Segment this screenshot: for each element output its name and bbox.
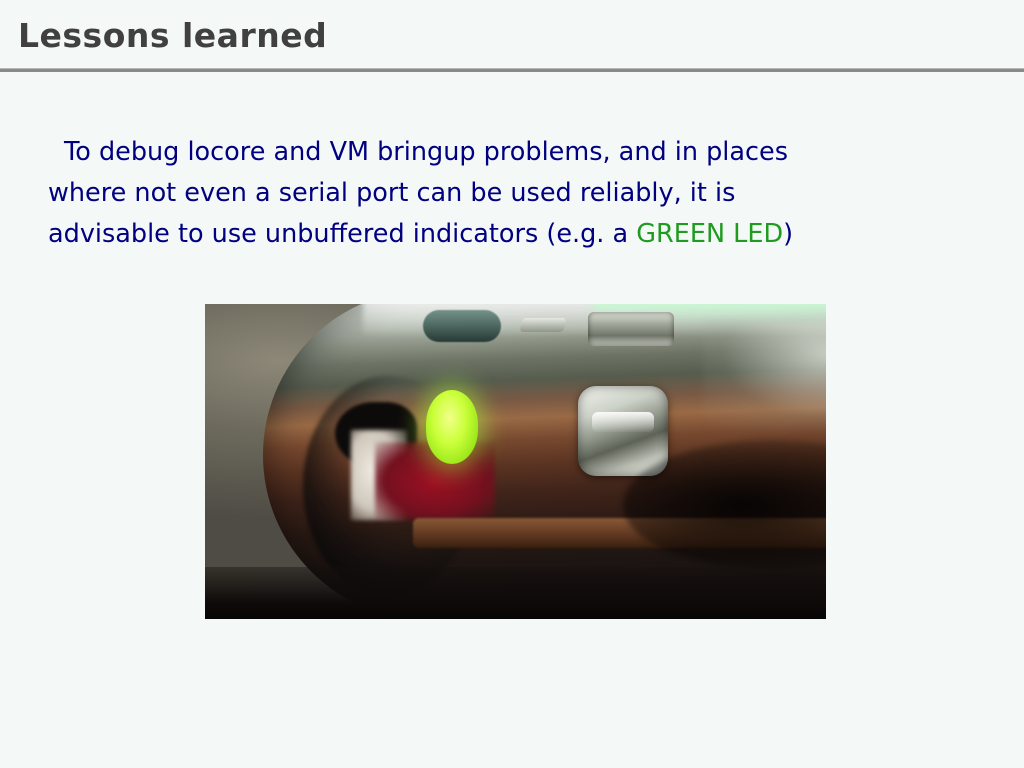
- green-led-indicator: [426, 390, 478, 464]
- body-closing-paren: ): [783, 219, 794, 249]
- page-title: Lessons learned: [18, 16, 328, 55]
- photo-bottom-shadow: [205, 567, 826, 619]
- right-highlight: [703, 320, 826, 430]
- lens-reflection: [423, 310, 501, 342]
- body-line-2: where not even a serial port can be used reliably, it is: [48, 178, 736, 208]
- connector-port: [588, 312, 674, 346]
- title-divider: [0, 68, 1024, 72]
- green-led-highlight: GREEN LED: [636, 219, 784, 249]
- slide-body-text: [48, 132, 978, 255]
- small-slot: [520, 318, 567, 332]
- led-photo: [205, 304, 826, 619]
- chrome-button: [578, 386, 668, 476]
- body-line-1: To debug locore and VM bringup problems, and in places: [64, 137, 789, 167]
- body-line-3: advisable to use unbuffered indicators (e.g. a: [48, 219, 637, 249]
